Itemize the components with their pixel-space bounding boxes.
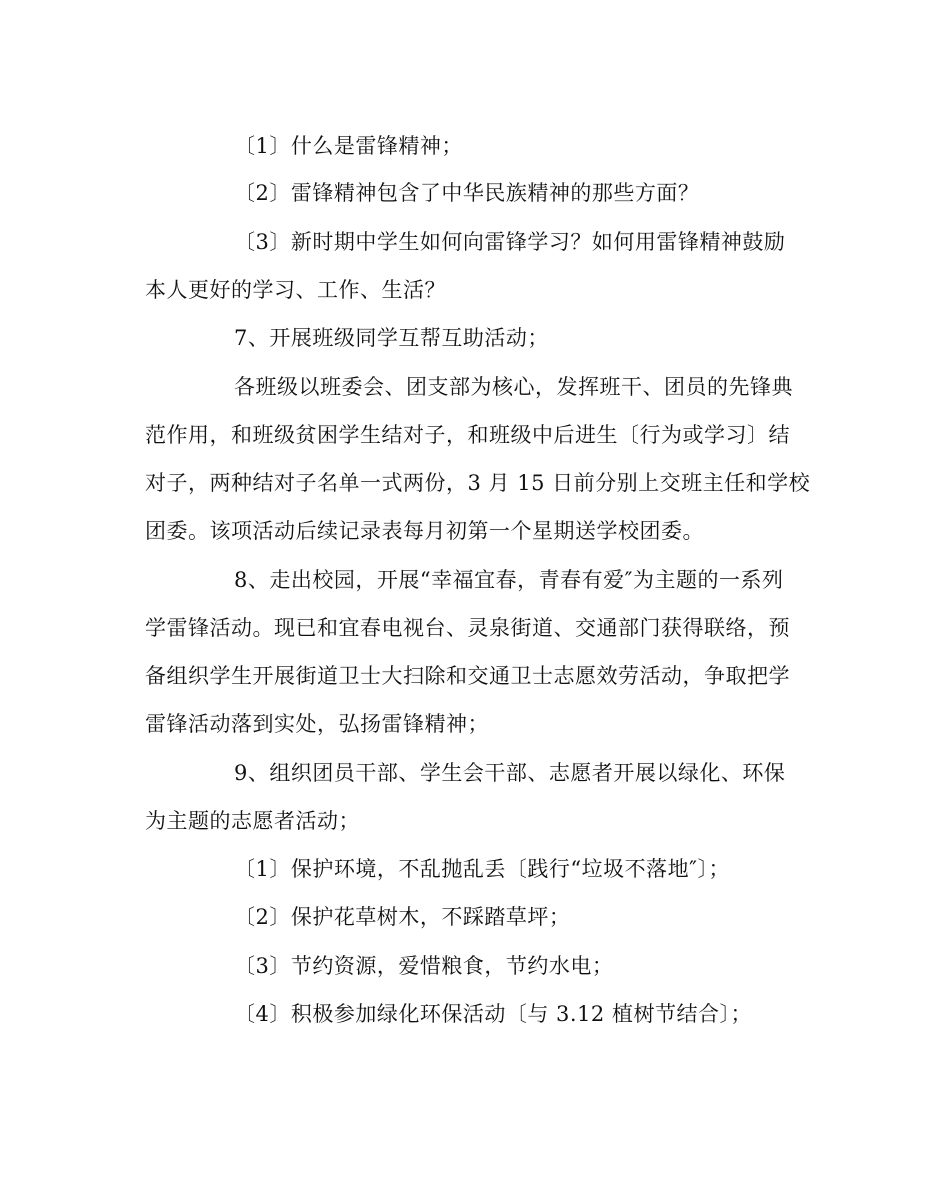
text-line: 〔2〕保护花草树木，不踩踏草坪； — [234, 905, 571, 929]
text-line: 〔4〕积极参加绿化环保活动〔与 3.12 植树节结合〕； — [234, 1002, 752, 1026]
text-line: 各班级以班委会、团支部为核心，发挥班干、团员的先锋典 — [234, 375, 793, 399]
text-line: 雷锋活动落到实处，弘扬雷锋精神； — [145, 712, 489, 736]
text-line: 学雷锋活动。现已和宜春电视台、灵泉街道、交通部门获得联络，预 — [145, 616, 790, 640]
text-line: 7、开展班级同学互帮互助活动； — [234, 326, 549, 350]
text-line: 〔3〕新时期中学生如何向雷锋学习？如何用雷锋精神鼓励 — [234, 230, 786, 254]
text-line: 为主题的志愿者活动； — [145, 809, 360, 833]
text-line: 〔2〕雷锋精神包含了中华民族精神的那些方面？ — [234, 181, 700, 205]
text-line: 备组织学生开展街道卫士大扫除和交通卫士志愿效劳活动，争取把学 — [145, 664, 790, 688]
text-line: 8、走出校园，开展“幸福宜春，青春有爱″为主题的一系列 — [234, 568, 784, 592]
text-line: 〔1〕保护环境，不乱抛乱丢〔践行“垃圾不落地″〕； — [234, 857, 730, 881]
text-line: 9、组织团员干部、学生会干部、志愿者开展以绿化、环保 — [234, 761, 786, 785]
text-line: 〔3〕节约资源，爱惜粮食，节约水电； — [234, 954, 614, 978]
text-line: 团委。该项活动后续记录表每月初第一个星期送学校团委。 — [145, 519, 704, 543]
text-line: 本人更好的学习、工作、生活？ — [145, 278, 446, 302]
text-line: 范作用，和班级贫困学生结对子，和班级中后进生〔行为或学习〕结 — [145, 423, 790, 447]
text-line: 对子，两种结对子名单一式两份，3 月 15 日前分别上交班主任和学校 — [145, 471, 811, 495]
text-line: 〔1〕什么是雷锋精神； — [234, 134, 463, 158]
